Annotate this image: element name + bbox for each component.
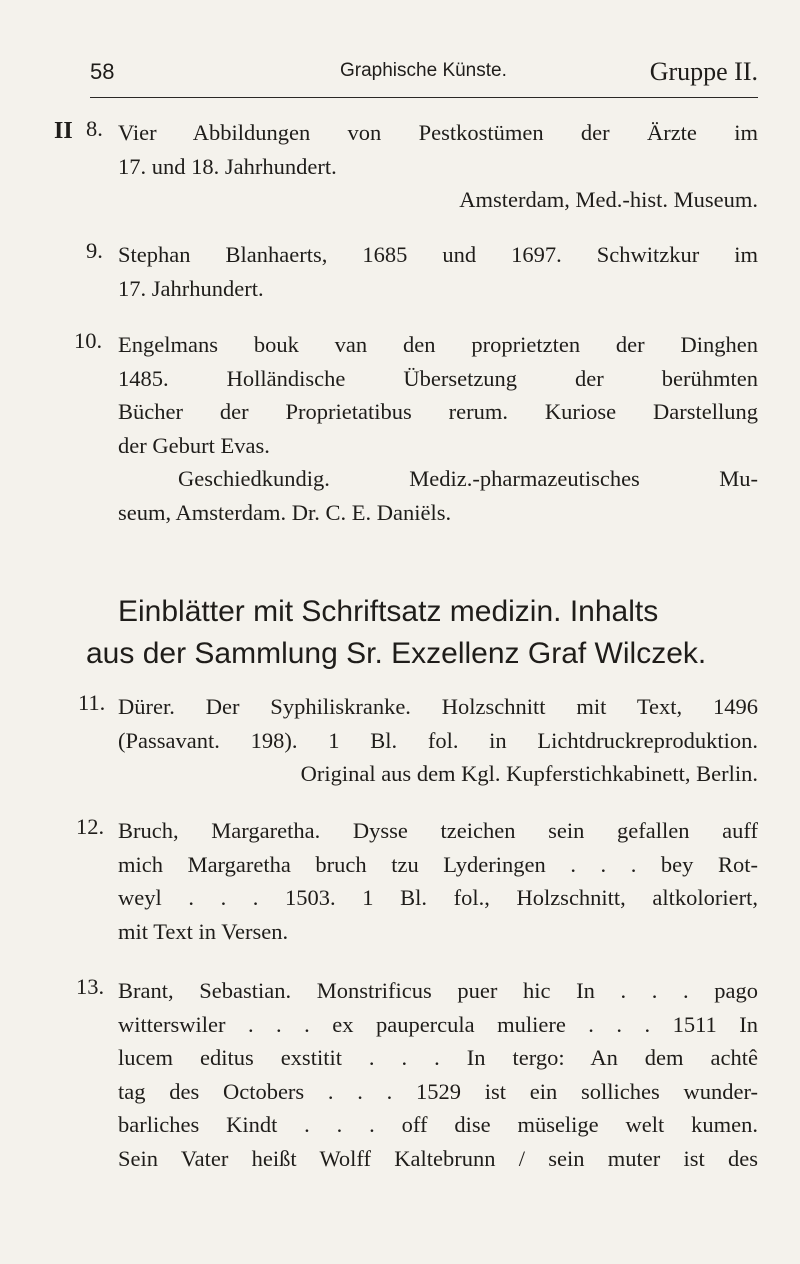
entry-location: Geschiedkundig. Mediz.-pharmazeutisches Mu- <box>178 466 758 491</box>
entry-9 <box>118 238 758 305</box>
entry-line: barliches Kindt . . . off dise müselige welt kumen. <box>118 1112 758 1137</box>
entry-line: Vier Abbildungen von Pestkostümen der Ärzte im <box>118 120 758 145</box>
entry-line: Stephan Blanhaerts, 1685 und 1697. Schwitzkur im <box>118 242 758 267</box>
entry-number-11: 11. <box>78 690 106 715</box>
margin-mark: II <box>54 118 73 144</box>
section-heading-line-1: Einblätter mit Schriftsatz medizin. Inhalts <box>118 595 659 628</box>
entry-line: 1485. Holländische Übersetzung der berühmten <box>118 365 758 391</box>
entry-line: (Passavant. 198). 1 Bl. fol. in Lichtdruckreproduktion. <box>118 727 758 753</box>
entry-line: mich Margaretha bruch tzu Lyderingen . . . bey Rot- <box>118 851 758 877</box>
entry-13 <box>118 974 758 1175</box>
entry-line: der Geburt Evas. <box>118 432 270 458</box>
entry-number-12: 12. <box>76 814 105 839</box>
page-header <box>90 55 758 98</box>
entry-line: Dürer. Der Syphiliskranke. Holzschnitt mit Text, 1496 <box>118 694 758 719</box>
entry-line: Engelmans bouk van den proprietzten der Dinghen <box>118 332 758 357</box>
entry-line: witterswiler . . . ex paupercula muliere . . . 1511 In <box>118 1011 758 1037</box>
entry-line: Bruch, Margaretha. Dysse tzeichen sein gefallen auff <box>118 818 758 843</box>
entry-line: weyl . . . 1503. 1 Bl. fol., Holzschnitt, altkoloriert, <box>118 885 758 910</box>
entry-location: Original aus dem Kgl. Kupferstichkabinett, Berlin. <box>300 761 758 786</box>
entry-line: lucem editus exstitit . . . In tergo: An dem achtê <box>118 1045 758 1070</box>
entry-location: Amsterdam, Med.-hist. Museum. <box>459 187 758 212</box>
section-title: Graphische Künste. <box>340 60 507 81</box>
entry-number-8: 8. <box>86 116 103 141</box>
entry-line: tag des Octobers . . . 1529 ist ein solliches wunder- <box>118 1078 758 1104</box>
group-label: Gruppe II. <box>649 57 758 86</box>
entry-10 <box>118 328 758 529</box>
entry-line: 17. Jahrhundert. <box>118 275 264 301</box>
entry-line: mit Text in Versen. <box>118 918 289 944</box>
entry-number-13: 13. <box>76 974 105 999</box>
entry-number-10: 10. <box>74 328 103 353</box>
entry-location: seum, Amsterdam. Dr. C. E. Daniëls. <box>118 499 452 525</box>
entry-8 <box>118 116 758 217</box>
entry-line: 17. und 18. Jahrhundert. <box>118 153 337 179</box>
entry-line: Brant, Sebastian. Monstrificus puer hic In . . . pago <box>118 978 758 1003</box>
entry-line: Sein Vater heißt Wolff Kaltebrunn / sein muter ist des <box>118 1145 758 1171</box>
page-number: 58 <box>90 59 115 84</box>
entry-12 <box>118 814 758 948</box>
section-heading-line-2: aus der Sammlung Sr. Exzellenz Graf Wilczek. <box>86 637 707 670</box>
entry-line: Bücher der Proprietatibus rerum. Kuriose Darstellung <box>118 399 758 424</box>
entry-11 <box>118 690 758 791</box>
entry-number-9: 9. <box>86 238 103 263</box>
